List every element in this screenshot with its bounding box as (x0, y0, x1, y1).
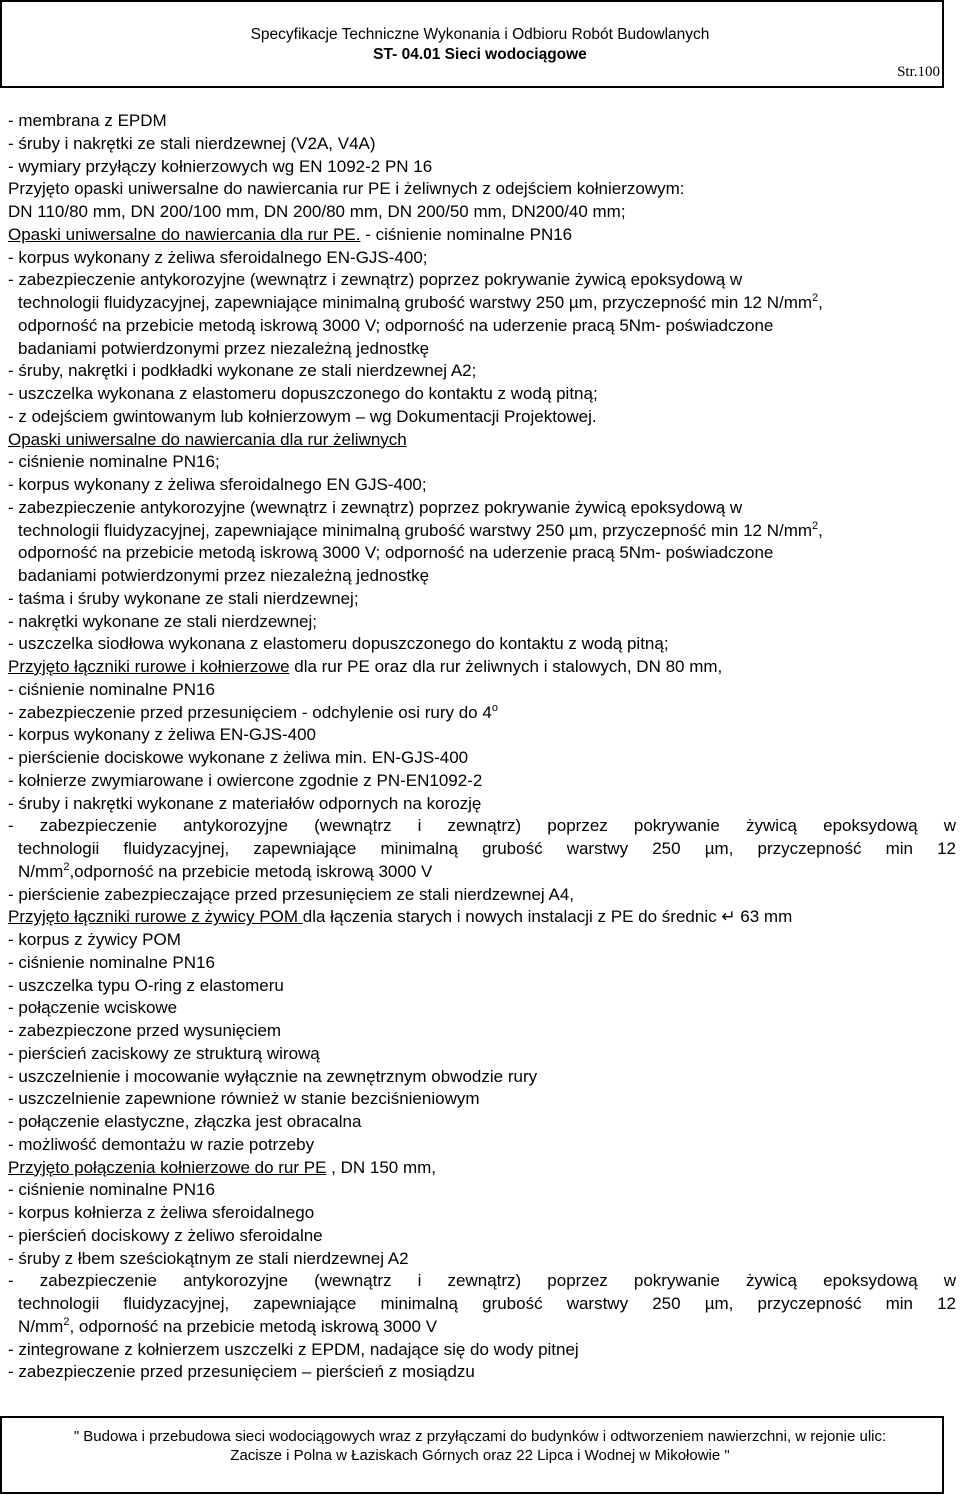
text-line (8, 315, 956, 338)
text-line (8, 542, 956, 565)
text-line (8, 884, 956, 907)
text-line (8, 1361, 956, 1384)
text-line (8, 952, 956, 975)
line-text: - pierścień zaciskowy ze strukturą wirową (8, 1043, 320, 1063)
text-line (8, 747, 956, 770)
line-text: - zabezpieczenie przed przesunięciem - odchylenie osi rury do 4 (8, 702, 492, 722)
line-text: - uszczelka wykonana z elastomeru dopuszczonego do kontaktu z wodą pitną; (8, 384, 598, 403)
line-text: technologii fluidyzacyjnej, zapewniające minimalną grubość warstwy 250 µm, przyczepność min 12 (18, 1294, 956, 1313)
line-text-after: ,odporność na przebicie metodą iskrową 3000 V (69, 861, 433, 881)
superscript: 2 (812, 292, 819, 304)
line-text: - pierścienie zabezpieczające przed przesunięciem ze stali nierdzewnej A4, (8, 884, 575, 904)
text-line (8, 565, 956, 588)
text-line (8, 520, 956, 543)
line-text: - korpus z żywicy POM (8, 930, 181, 949)
line-text: - zabezpieczone przed wysunięciem (8, 1021, 282, 1040)
text-line (8, 383, 956, 406)
line-text: - pierścień dociskowy z żeliwo sferoidalne (8, 1225, 323, 1245)
line-text-after: , (818, 520, 823, 540)
text-line (8, 497, 956, 520)
text-line (8, 224, 956, 247)
line-text: - połączenie wciskowe (8, 998, 178, 1018)
text-line (8, 156, 956, 179)
line-text: - membrana z EPDM (8, 111, 167, 130)
text-line (8, 702, 956, 725)
line-text: - korpus kołnierza z żeliwa sferoidalnego (8, 1203, 315, 1222)
text-line (8, 906, 956, 929)
text-line (8, 588, 956, 611)
line-text: badaniami potwierdzonymi przez niezależną jednostkę (18, 338, 430, 358)
text-line (8, 1088, 956, 1111)
text-line (8, 429, 956, 452)
line-text-rest: dla łączenia starych i nowych instalacji z PE do średnic ↵ 63 mm (302, 907, 793, 927)
text-line (8, 1020, 956, 1043)
line-text: - taśma i śruby wykonane ze stali nierdzewnej; (8, 588, 359, 608)
text-line (8, 360, 956, 383)
line-text: - wymiary przyłączy kołnierzowych wg EN 1092-2 PN 16 (8, 156, 433, 176)
line-text: - ciśnienie nominalne PN16 (8, 1180, 215, 1200)
line-text: technologii fluidyzacyjnej, zapewniające minimalną grubość warstwy 250 µm, przyczepność min 12 (18, 839, 956, 858)
text-line (8, 770, 956, 793)
text-line (8, 679, 956, 702)
line-text: - połączenie elastyczne, złączka jest obracalna (8, 1112, 362, 1131)
text-line (8, 633, 956, 656)
line-text: technologii fluidyzacyjnej, zapewniające minimalną grubość warstwy 250 µm, przyczepność min 12 N/mm (18, 293, 813, 312)
text-line (8, 292, 956, 315)
line-text: - ciśnienie nominalne PN16 (8, 679, 215, 699)
line-text: - uszczelka typu O-ring z elastomeru (8, 975, 284, 995)
line-text: - ciśnienie nominalne PN16; (8, 452, 220, 472)
line-text: - śruby i nakrętki wykonane z materiałów odpornych na korozję (8, 793, 482, 813)
line-text: - zabezpieczenie przed przesunięciem – pierścień z mosiądzu (8, 1362, 475, 1382)
line-text: - śruby z łbem sześciokątnym ze stali nierdzewnej A2 (8, 1248, 409, 1268)
line-text: - korpus wykonany z żeliwa EN-GJS-400 (8, 725, 317, 745)
line-text: - z odejściem gwintowanym lub kołnierzowym – wg Dokumentacji Projektowej. (8, 406, 597, 426)
text-line (8, 338, 956, 361)
line-text: - uszczelnienie zapewnione również w stanie bezciśnieniowym (8, 1089, 480, 1109)
text-line (8, 247, 956, 270)
page-number: Str.100 (897, 64, 940, 80)
footer-rule (0, 1416, 944, 1418)
text-line (8, 861, 956, 884)
line-text: - zabezpieczenie antykorozyjne (wewnątrz i zewnątrz) poprzez pokrywanie żywicą epoksydową w (8, 1271, 956, 1291)
footer-line-2: Zacisze i Polna w Łaziskach Górnych oraz 22 Lipca i Wodnej w Mikołowie " (230, 1447, 730, 1464)
text-line (8, 178, 956, 201)
line-text: - uszczelnienie i mocowanie wyłącznie na zewnętrznym obwodzie rury (8, 1066, 538, 1086)
header-section: ST- 04.01 Sieci wodociągowe (373, 46, 587, 63)
line-text: - śruby i nakrętki ze stali nierdzewnej (V2A, V4A) (8, 133, 376, 153)
line-text-after: , odporność na przebicie metodą iskrową 3000 V (69, 1316, 438, 1336)
text-line (8, 611, 956, 634)
line-text: - ciśnienie nominalne PN16 (8, 952, 215, 972)
text-line (8, 838, 956, 861)
header-rule (0, 86, 944, 88)
text-line (8, 269, 956, 292)
superscript: o (491, 701, 498, 714)
line-text: - korpus wykonany z żeliwa sferoidalnego EN-GJS-400; (8, 247, 428, 267)
text-line (8, 474, 956, 497)
text-line (8, 1111, 956, 1134)
text-line (8, 1293, 956, 1316)
text-line (8, 656, 956, 679)
line-text-rest: - ciśnienie nominalne PN16 (360, 224, 573, 244)
text-line (8, 997, 956, 1020)
text-line (8, 1179, 956, 1202)
line-text: - kołnierze zwymiarowane i owiercone zgodnie z PN-EN1092-2 (8, 770, 483, 790)
line-text: N/mm (18, 861, 64, 881)
text-line (8, 201, 956, 224)
text-line (8, 1157, 956, 1180)
text-line (8, 406, 956, 429)
line-text: technologii fluidyzacyjnej, zapewniające minimalną grubość warstwy 250 µm, przyczepność min 12 N/mm (18, 520, 813, 540)
underlined-heading: Przyjęto łączniki rurowe i kołnierzowe (8, 657, 290, 676)
line-text: Przyjęto opaski uniwersalne do nawiercania rur PE i żeliwnych z odejściem kołnierzowym: (8, 179, 685, 199)
text-line (8, 451, 956, 474)
text-line (8, 1339, 956, 1362)
superscript: 2 (63, 1315, 70, 1328)
header-title: Specyfikacje Techniczne Wykonania i Odbioru Robót Budowlanych (250, 26, 710, 43)
text-line (8, 1134, 956, 1157)
document-body (8, 110, 956, 1384)
header-frame (0, 0, 944, 88)
text-line (8, 1316, 956, 1339)
text-line (8, 1043, 956, 1066)
text-line (8, 793, 956, 816)
text-line (8, 133, 956, 156)
text-line (8, 815, 956, 838)
line-text: - pierścienie dociskowe wykonane z żeliwa min. EN-GJS-400 (8, 748, 469, 767)
text-line (8, 1202, 956, 1225)
line-text: - zabezpieczenie antykorozyjne (wewnątrz i zewnątrz) poprzez pokrywanie żywicą epoksydową w (8, 497, 743, 517)
underlined-heading: Opaski uniwersalne do nawiercania dla rur PE. (8, 224, 361, 244)
line-text: odporność na przebicie metodą iskrową 3000 V; odporność na uderzenie pracą 5Nm- poświadczone (18, 315, 774, 335)
text-line (8, 1066, 956, 1089)
underlined-heading: Przyjęto połączenia kołnierzowe do rur PE (8, 1157, 327, 1177)
line-text: - uszczelka siodłowa wykonana z elastomeru dopuszczonego do kontaktu z wodą pitną; (8, 634, 669, 654)
line-text: - nakrętki wykonane ze stali nierdzewnej; (8, 611, 317, 631)
line-text: odporność na przebicie metodą iskrową 3000 V; odporność na uderzenie pracą 5Nm- poświadczone (18, 543, 774, 563)
line-text: - korpus wykonany z żeliwa sferoidalnego EN GJS-400; (8, 475, 427, 494)
line-text: badaniami potwierdzonymi przez niezależną jednostkę (18, 566, 430, 585)
superscript: 2 (812, 519, 819, 532)
line-text: DN 110/80 mm, DN 200/100 mm, DN 200/80 mm, DN 200/50 mm, DN200/40 mm; (8, 202, 626, 221)
text-line (8, 1270, 956, 1293)
text-line (8, 975, 956, 998)
line-text: - zabezpieczenie antykorozyjne (wewnątrz i zewnątrz) poprzez pokrywanie żywicą epoksydową w (8, 270, 743, 290)
line-text-rest: , DN 150 mm, (326, 1157, 437, 1177)
underlined-heading: Opaski uniwersalne do nawiercania dla rur żeliwnych (8, 429, 407, 449)
line-text-rest: dla rur PE oraz dla rur żeliwnych i stalowych, DN 80 mm, (289, 657, 723, 676)
line-text: - zabezpieczenie antykorozyjne (wewnątrz i zewnątrz) poprzez pokrywanie żywicą epoksydową w (8, 816, 956, 836)
line-text: N/mm (18, 1316, 64, 1336)
text-line (8, 110, 956, 133)
line-text: - zintegrowane z kołnierzem uszczelki z EPDM, nadające się do wody pitnej (8, 1339, 579, 1359)
underlined-heading: Przyjęto łączniki rurowe z żywicy POM (8, 907, 303, 927)
footer-line-1: " Budowa i przebudowa sieci wodociągowych wraz z przyłączami do budynków i odtworzeniem nawierzchni, w rejonie ulic: (73, 1428, 887, 1445)
text-line (8, 1225, 956, 1248)
line-text: - możliwość demontażu w razie potrzeby (8, 1134, 315, 1154)
text-line (8, 929, 956, 952)
superscript: 2 (63, 860, 70, 873)
text-line (8, 1248, 956, 1271)
line-text: - śruby, nakrętki i podkładki wykonane ze stali nierdzewnej A2; (8, 361, 477, 381)
line-text-after: , (818, 293, 823, 312)
text-line (8, 724, 956, 747)
